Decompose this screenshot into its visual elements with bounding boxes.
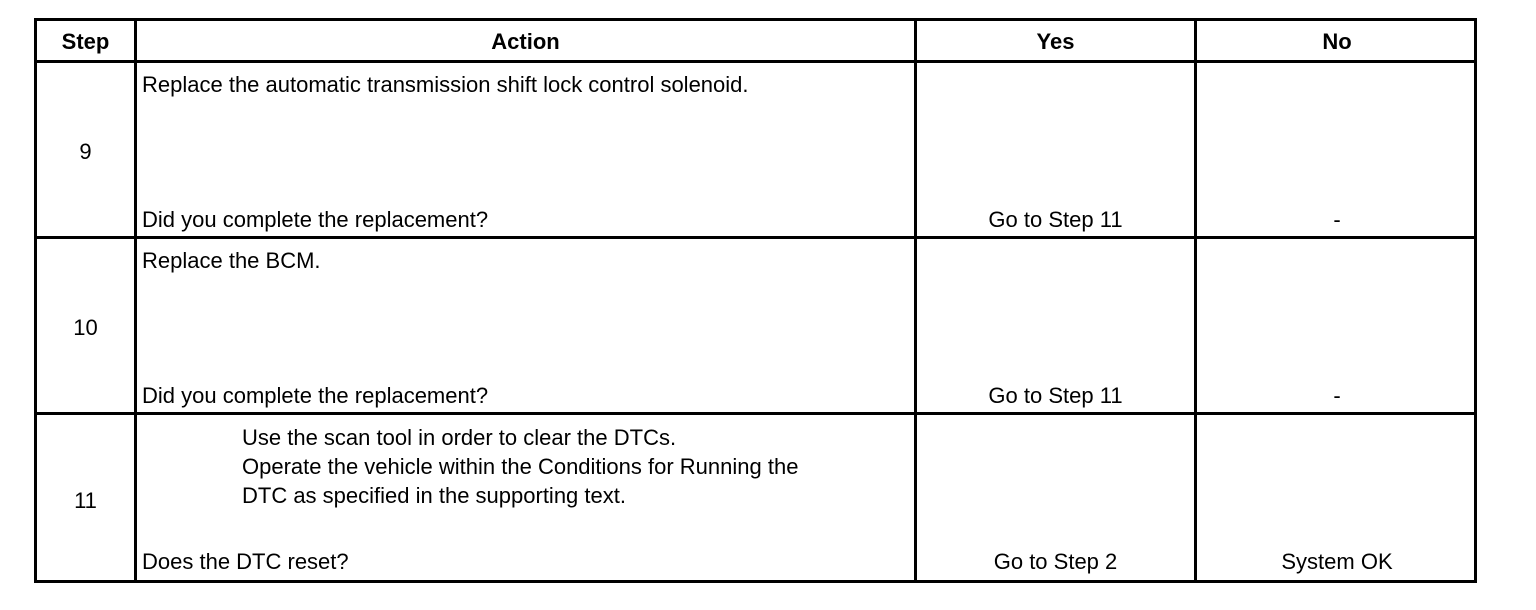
header-action: Action: [491, 29, 560, 54]
no-result: -: [1333, 207, 1341, 232]
action-question: Does the DTC reset?: [142, 549, 349, 574]
action-question: Did you complete the replacement?: [142, 207, 489, 232]
column-divider: [134, 21, 137, 580]
no-result: -: [1333, 383, 1341, 408]
action-text: Replace the automatic transmission shift lock control solenoid.: [142, 72, 749, 97]
row-divider: [37, 412, 1474, 415]
step-number: 10: [73, 315, 98, 340]
column-divider: [914, 21, 917, 580]
no-result: System OK: [1281, 549, 1393, 574]
row-divider: [37, 60, 1474, 63]
column-divider: [1194, 21, 1197, 580]
action-text: Use the scan tool in order to clear the DTCs.: [242, 425, 677, 450]
header-no: No: [1322, 29, 1352, 54]
action-text: Operate the vehicle within the Conditions for Running the: [242, 454, 799, 479]
row-divider: [37, 236, 1474, 239]
header-step: Step: [61, 29, 110, 54]
action-text: DTC as specified in the supporting text.: [242, 483, 626, 508]
yes-result: Go to Step 11: [988, 207, 1123, 232]
header-yes: Yes: [1036, 29, 1075, 54]
yes-result: Go to Step 11: [988, 383, 1123, 408]
diagnostic-table: [34, 18, 1477, 583]
step-number: 11: [74, 488, 97, 513]
step-number: 9: [79, 139, 92, 164]
yes-result: Go to Step 2: [993, 549, 1118, 574]
action-question: Did you complete the replacement?: [142, 383, 489, 408]
action-text: Replace the BCM.: [142, 248, 321, 273]
